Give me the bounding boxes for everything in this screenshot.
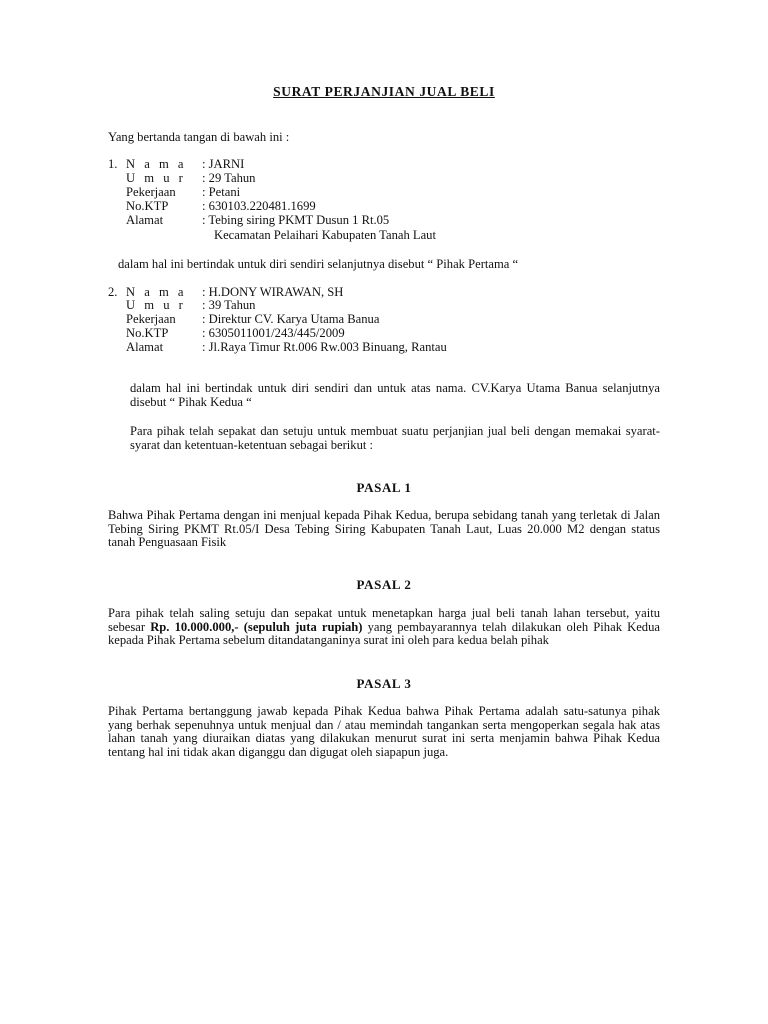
pasal-2-heading: PASAL 2 bbox=[356, 577, 412, 592]
pasal-1-text: Bahwa Pihak Pertama dengan ini menjual kepada Pihak Kedua, berupa sebidang tanah yang terletak di Jalan Tebing Siring PKMT Rt.05/I Desa Tebing Siring Kabupaten Tanah Laut, Luas 20.000 M2 dengan status tanah Penguasaan Fisik bbox=[108, 508, 660, 549]
party-2-value-nama: : H.DONY WIRAWAN, SH bbox=[202, 285, 344, 299]
party-2-label-alamat: Alamat bbox=[126, 340, 164, 354]
party-1-label-ktp: No.KTP bbox=[126, 199, 169, 213]
document-title: SURAT PERJANJIAN JUAL BELI bbox=[273, 84, 495, 99]
agreement-text: Para pihak telah sepakat dan setuju untuk membuat suatu perjanjian jual beli dengan memakai syarat- syarat dan ketentuan-ketentuan sebagai berikut : bbox=[130, 424, 660, 452]
party-2-label-ktp: No.KTP bbox=[126, 326, 169, 340]
party-1-label-pekerjaan: Pekerjaan bbox=[126, 185, 176, 199]
party-2-value-pekerjaan: : Direktur CV. Karya Utama Banua bbox=[202, 312, 380, 326]
party-2-label-pekerjaan: Pekerjaan bbox=[126, 312, 176, 326]
party-1-label-nama: N a m a bbox=[126, 157, 187, 171]
party-2-label-umur: U m u r bbox=[126, 298, 186, 312]
party-1-value-pekerjaan: : Petani bbox=[202, 185, 241, 199]
party-2-statement: dalam hal ini bertindak untuk diri sendiri dan untuk atas nama. CV.Karya Utama Banua selanjutnya disebut “ Pihak Kedua “ bbox=[130, 381, 660, 409]
party-2-value-alamat: : Jl.Raya Timur Rt.006 Rw.003 Binuang, Rantau bbox=[202, 340, 447, 354]
party-1-label-umur: U m u r bbox=[126, 171, 186, 185]
party-2-value-ktp: : 6305011001/243/445/2009 bbox=[202, 326, 345, 340]
party-1-value-nama: : JARNI bbox=[202, 157, 245, 171]
party-2-label-nama: N a m a bbox=[126, 285, 187, 299]
party-1-statement: dalam hal ini bertindak untuk diri sendiri selanjutnya disebut “ Pihak Pertama “ bbox=[118, 257, 519, 271]
party-2-value-umur: : 39 Tahun bbox=[202, 298, 256, 312]
pasal-2-text bbox=[108, 607, 660, 648]
party-1-value-umur: : 29 Tahun bbox=[202, 171, 256, 185]
pasal-3-heading: PASAL 3 bbox=[356, 676, 412, 691]
party-1-label-alamat: Alamat bbox=[126, 213, 164, 227]
party-1-number: 1. bbox=[108, 157, 118, 171]
pasal-2-text-after: yang pembayarannya telah dilakukan oleh Pihak Kedua kepada Pihak Pertama sebelum ditandatanganinya surat ini oleh para kedua belah pihak bbox=[108, 619, 660, 647]
intro-text: Yang bertanda tangan di bawah ini : bbox=[108, 130, 290, 144]
pasal-1-heading: PASAL 1 bbox=[356, 480, 412, 495]
pasal-3-text: Pihak Pertama bertanggung jawab kepada Pihak Kedua bahwa Pihak Pertama adalah satu-satunya pihak yang berhak sepenuhnya untuk menjual dan / atau memindah tangankan serta mengoperkan segala hak atas lahan tanah yang diuraikan diatas yang dilakukan menurut surat ini serta menjamin bahwa Pihak Kedua tentang hal ini tidak akan diganggu dan digugat oleh siapapun juga. bbox=[108, 704, 660, 759]
pasal-2-text-before: Para pihak telah saling setuju dan sepakat untuk menetapkan harga jual beli tanah lahan tersebut, yaitu sebesar bbox=[108, 606, 660, 634]
party-1-value-alamat: : Tebing siring PKMT Dusun 1 Rt.05 bbox=[202, 213, 390, 227]
pasal-2-price: Rp. 10.000.000,- (sepuluh juta rupiah) bbox=[150, 619, 363, 634]
party-2-number: 2. bbox=[108, 285, 118, 299]
party-1-address-line2: Kecamatan Pelaihari Kabupaten Tanah Laut bbox=[214, 228, 436, 242]
party-1-value-ktp: : 630103.220481.1699 bbox=[202, 199, 316, 213]
